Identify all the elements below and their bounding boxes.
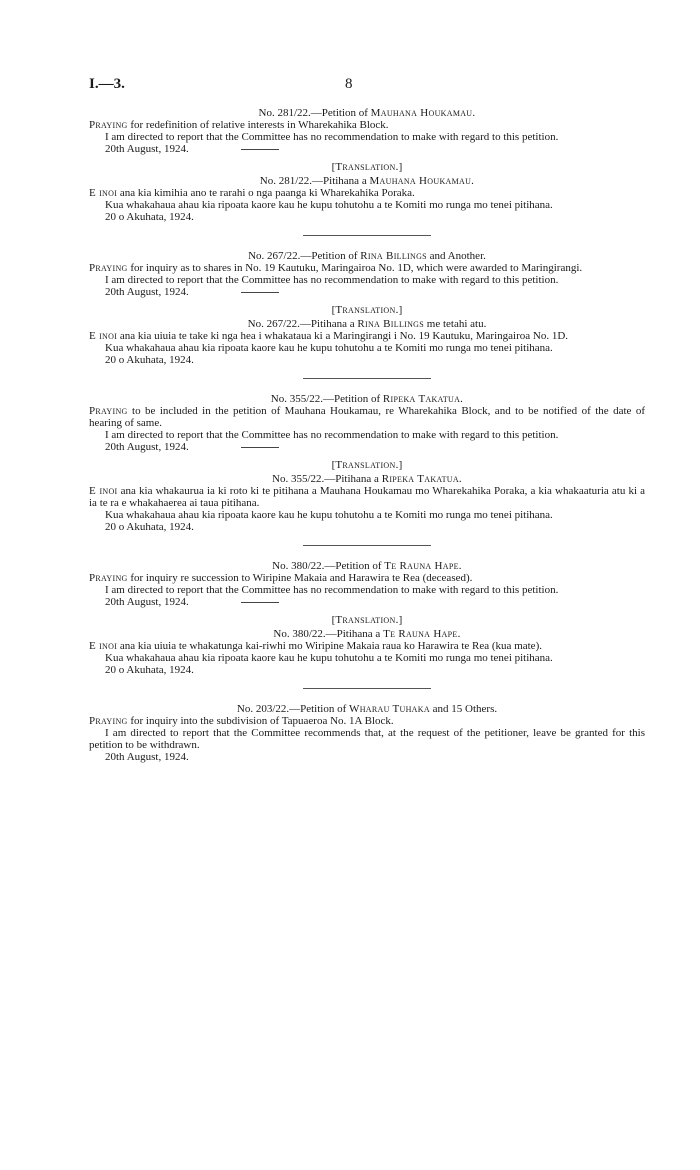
petition-entry bbox=[89, 107, 645, 236]
petition-title: No. 281/22.—Petition of Mauhana Houkamau. bbox=[258, 107, 476, 119]
petition-entry bbox=[89, 250, 645, 379]
petition-praying: Praying for inquiry into the subdivision of Tapuaeroa No. 1A Block. bbox=[89, 715, 394, 727]
translation-date: 20 o Akuhata, 1924. bbox=[105, 664, 194, 676]
petition-praying: Praying for inquiry as to shares in No. 19 Kautuku, Maringairoa No. 1D, which were awarded to Maringirangi. bbox=[89, 262, 583, 274]
translation-label: [Translation.] bbox=[331, 459, 403, 471]
section-divider bbox=[303, 545, 431, 546]
petition-title: No. 380/22.—Petition of Te Rauna Hape. bbox=[272, 560, 462, 572]
petition-title: No. 267/22.—Petition of Rina Billings and Another. bbox=[248, 250, 486, 262]
translation-title: No. 355/22.—Pitihana a Ripeka Takatua. bbox=[272, 473, 462, 485]
translation-date: 20 o Akuhata, 1924. bbox=[105, 521, 194, 533]
petition-title: No. 203/22.—Petition of Wharau Tuhaka and 15 Others. bbox=[236, 703, 498, 715]
translation-praying: E inoi ana kia kimihia ano te rarahi o nga paanga ki Wharekahika Poraka. bbox=[89, 187, 415, 199]
translation-date: 20 o Akuhata, 1924. bbox=[105, 354, 194, 366]
divider bbox=[241, 602, 279, 603]
section-divider bbox=[303, 688, 431, 689]
translation-title: No. 267/22.—Pitihana a Rina Billings me tetahi atu. bbox=[247, 318, 487, 330]
petition-entry bbox=[89, 560, 645, 689]
petition-praying: Praying for inquiry re succession to Wiripine Makaia and Harawira te Rea (deceased). bbox=[89, 572, 473, 584]
series-reference: I.—3. bbox=[89, 76, 125, 92]
petition-date: 20th August, 1924. bbox=[89, 441, 645, 453]
translation-title: No. 281/22.—Pitihana a Mauhana Houkamau. bbox=[259, 175, 475, 187]
page-body bbox=[89, 107, 645, 763]
petition-entry bbox=[89, 393, 645, 546]
page-number: 8 bbox=[345, 76, 353, 92]
petition-report: I am directed to report that the Committee has no recommendation to make with regard to this petition. bbox=[105, 274, 559, 286]
translation-praying: E inoi ana kia uiuia te whakatunga kai-riwhi mo Wiripine Makaia raua ko Harawira te Rea (kua mate). bbox=[89, 640, 542, 652]
divider bbox=[241, 447, 279, 448]
translation-report: Kua whakahaua ahau kia ripoata kaore kau he kupu tohutohu a te Komiti mo runga mo tenei pitihana. bbox=[105, 509, 553, 521]
translation-report: Kua whakahaua ahau kia ripoata kaore kau he kupu tohutohu a te Komiti mo runga mo tenei pitihana. bbox=[105, 342, 553, 354]
translation-title: No. 380/22.—Pitihana a Te Rauna Hape. bbox=[273, 628, 461, 640]
petition-date: 20th August, 1924. bbox=[89, 286, 645, 298]
section-divider bbox=[303, 235, 431, 236]
petition-report: I am directed to report that the Committee recommends that, at the request of the petitioner, leave be granted for this petition to be withdrawn. bbox=[89, 727, 645, 751]
translation-label: [Translation.] bbox=[331, 304, 403, 316]
petition-praying: Praying to be included in the petition of Mauhana Houkamau, re Wharekahika Block, and to be notified of the date of hearing of same. bbox=[89, 405, 645, 429]
petition-date: 20th August, 1924. bbox=[89, 596, 645, 608]
translation-label: [Translation.] bbox=[331, 161, 403, 173]
petition-date: 20th August, 1924. bbox=[105, 751, 189, 763]
petition-report: I am directed to report that the Committee has no recommendation to make with regard to this petition. bbox=[105, 131, 559, 143]
petition-report: I am directed to report that the Committee has no recommendation to make with regard to this petition. bbox=[105, 429, 559, 441]
translation-praying: E inoi ana kia uiuia te take ki nga hea i whakataua ki a Maringirangi i No. 19 Kautuku, Maringairoa No. 1D. bbox=[89, 330, 569, 342]
translation-label: [Translation.] bbox=[331, 614, 403, 626]
petition-date: 20th August, 1924. bbox=[89, 143, 645, 155]
translation-report: Kua whakahaua ahau kia ripoata kaore kau he kupu tohutohu a te Komiti mo runga mo tenei pitihana. bbox=[105, 652, 553, 664]
translation-praying: E inoi ana kia whakaurua ia ki roto ki te pitihana a Mauhana Houkamau mo Wharekahika Poraka, a kia whakaaturia atu ki a ia te ra e whakahaerea ai taua pitihana. bbox=[89, 485, 646, 509]
section-divider bbox=[303, 378, 431, 379]
translation-date: 20 o Akuhata, 1924. bbox=[105, 211, 194, 223]
translation-report: Kua whakahaua ahau kia ripoata kaore kau he kupu tohutohu a te Komiti mo runga mo tenei pitihana. bbox=[105, 199, 553, 211]
divider bbox=[241, 149, 279, 150]
petition-title: No. 355/22.—Petition of Ripeka Takatua. bbox=[270, 393, 464, 405]
petition-entry bbox=[89, 703, 645, 763]
petition-praying: Praying for redefinition of relative interests in Wharekahika Block. bbox=[89, 119, 389, 131]
divider bbox=[241, 292, 279, 293]
petition-report: I am directed to report that the Committee has no recommendation to make with regard to this petition. bbox=[105, 584, 559, 596]
